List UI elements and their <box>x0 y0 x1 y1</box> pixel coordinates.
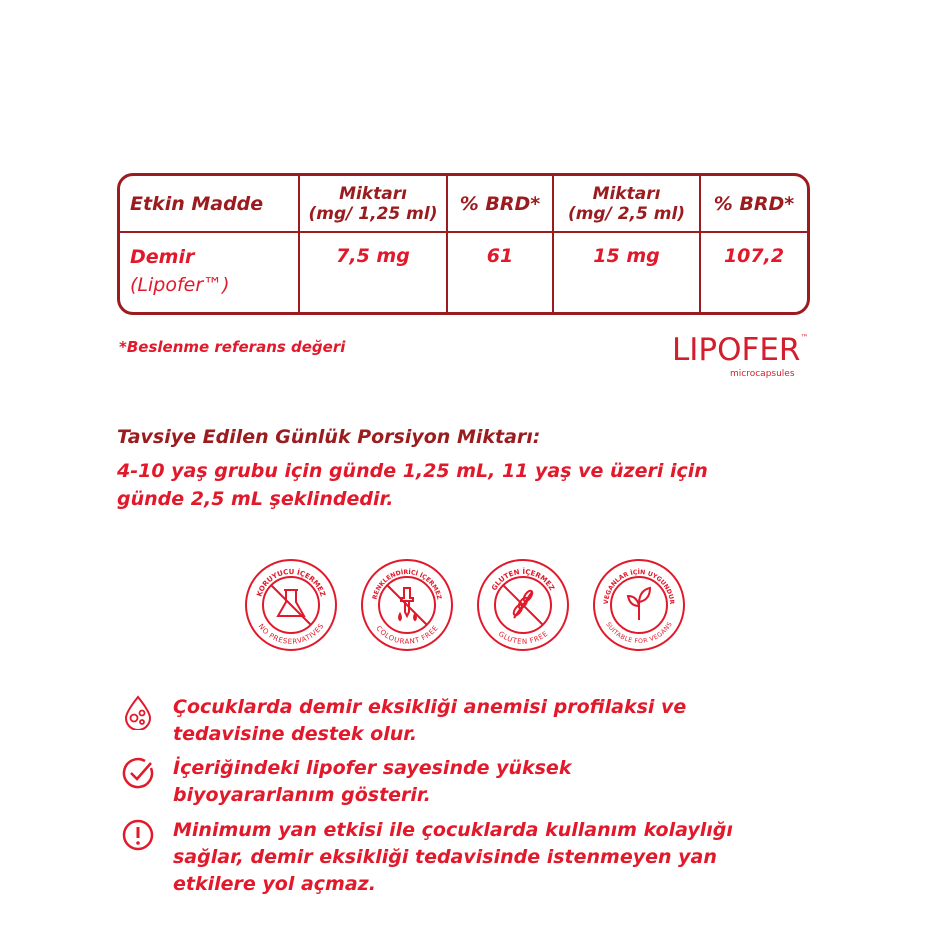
badge-2-bottom: GLUTEN FREE <box>496 629 550 646</box>
leaf-icon <box>628 588 650 620</box>
header-amount-2-unit: (mg/ 2,5 ml) <box>567 203 686 224</box>
dropper-icon <box>399 588 416 620</box>
header-amount-1-label: Miktarı <box>339 183 407 204</box>
logo-name: LIPOFER <box>672 332 801 368</box>
header-amount-1-unit: (mg/ 1,25 ml) <box>308 203 438 224</box>
check-circle-icon <box>120 755 156 791</box>
badge-3-bottom: SUITABLE FOR VEGANS <box>604 621 674 646</box>
header-amount-1 <box>300 176 448 231</box>
nutrition-table <box>117 173 810 315</box>
feature-anemia-text: Çocuklarda demir eksikliği anemisi profilaksi ve tedavisine destek olur. <box>173 696 687 745</box>
header-brd-2: % BRD* <box>713 192 795 215</box>
badge-0-top: KORUYUCU İÇERMEZ <box>255 567 327 598</box>
header-active-substance: Etkin Madde <box>120 176 300 231</box>
badge-0-bottom: NO PRESERVATIVES <box>256 622 326 646</box>
substance-sub: (Lipofer™) <box>130 274 230 296</box>
no-preservatives-badge <box>244 558 338 652</box>
feature-side-effects-text: Minimum yan etkisi ile çocuklarda kullanım kolaylığı sağlar, demir eksikliği tedavisinde istenmeyen yan etkilere yol açmaz. <box>173 819 733 895</box>
badge-1-bottom: COLOURANT FREE <box>374 624 440 646</box>
cell-brd-1: 61 <box>448 231 554 312</box>
flask-icon <box>278 590 304 616</box>
colourant-free-badge <box>360 558 454 652</box>
cell-brd-2: 107,2 <box>723 245 785 267</box>
dose-title: Tavsiye Edilen Günlük Porsiyon Miktarı: <box>117 426 541 448</box>
feature-bioavailability-text: İçeriğindeki lipofer sayesinde yüksek biyoyararlanım gösterir. <box>173 757 572 806</box>
header-amount-2 <box>554 176 701 231</box>
table-header-row <box>120 176 807 233</box>
feature-anemia <box>120 694 733 748</box>
vegan-badge <box>592 558 686 652</box>
logo-tm: ™ <box>800 333 809 342</box>
table-row <box>120 231 807 312</box>
gluten-free-badge <box>476 558 570 652</box>
cell-substance <box>120 231 300 312</box>
dose-text: 4-10 yaş grubu için günde 1,25 mL, 11 yaş ve üzeri için günde 2,5 mL şeklindedir. <box>117 460 708 510</box>
cell-amount-2: 15 mg <box>554 231 701 312</box>
badge-3-top: VEGANLAR İÇİN UYGUNDUR <box>602 568 676 605</box>
lipofer-logo <box>672 332 822 379</box>
badge-2-top: GLUTEN İÇERMEZ <box>490 567 556 593</box>
footnote: *Beslenme referans değeri <box>119 338 346 356</box>
blood-drop-icon <box>120 694 156 730</box>
exclamation-circle-icon <box>120 817 156 853</box>
header-brd-1: % BRD* <box>448 176 554 231</box>
header-amount-2-label: Miktarı <box>592 183 661 204</box>
badge-1-top: RENKLENDİRİCİ İÇERMEZ <box>371 568 443 601</box>
feature-side-effects <box>120 817 733 898</box>
cell-amount-1: 7,5 mg <box>300 231 448 312</box>
feature-bioavailability <box>120 755 733 809</box>
logo-sub: microcapsules <box>730 369 795 379</box>
substance-name: Demir <box>130 246 195 268</box>
